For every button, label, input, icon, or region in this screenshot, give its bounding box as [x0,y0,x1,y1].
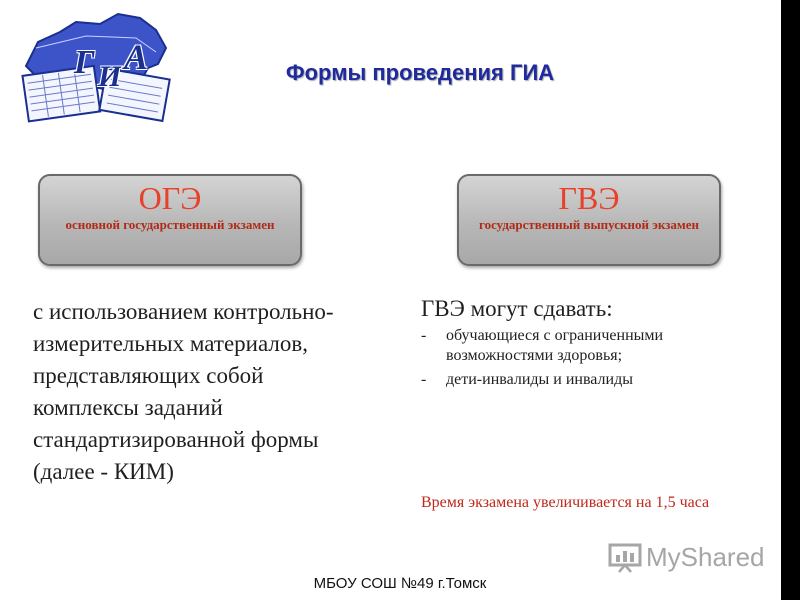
oge-box [38,174,302,266]
logo-letter: Г [74,44,95,81]
footer-school-name: МБОУ СОШ №49 г.Томск [313,575,487,592]
gve-full-name: государственный выпускной экзамен [478,217,699,232]
gve-abbreviation: ГВЭ [558,180,620,216]
list-item [421,326,761,366]
gve-eligible-list [421,326,761,394]
bullet-marker: - [421,371,427,388]
logo-letter: И [98,60,122,93]
bullet-marker: - [421,327,427,344]
oge-description: с использованием контрольно-измерительных материалов, представляющих собой комплексы заданий стандартизированной формы (далее - КИМ) [33,299,334,484]
slide-title: Формы проведения ГИА [285,60,555,85]
presentation-board-icon [608,541,642,573]
right-edge-bar [781,0,800,600]
list-item [421,370,761,390]
watermark [608,537,765,577]
list-item-text: обучающиеся с ограниченными возможностями здоровья; [446,327,664,364]
gia-logo [16,8,172,126]
gve-heading: ГВЭ могут сдавать: [421,296,613,321]
list-item-text: дети-инвалиды и инвалиды [446,371,633,388]
logo-letter: А [124,37,149,77]
oge-full-name: основной государственный экзамен [65,217,275,232]
watermark-text: MyShared [646,541,765,572]
oge-abbreviation: ОГЭ [138,180,202,216]
exam-time-note: Время экзамена увеличивается на 1,5 часа [421,494,710,511]
gve-box [457,174,721,266]
